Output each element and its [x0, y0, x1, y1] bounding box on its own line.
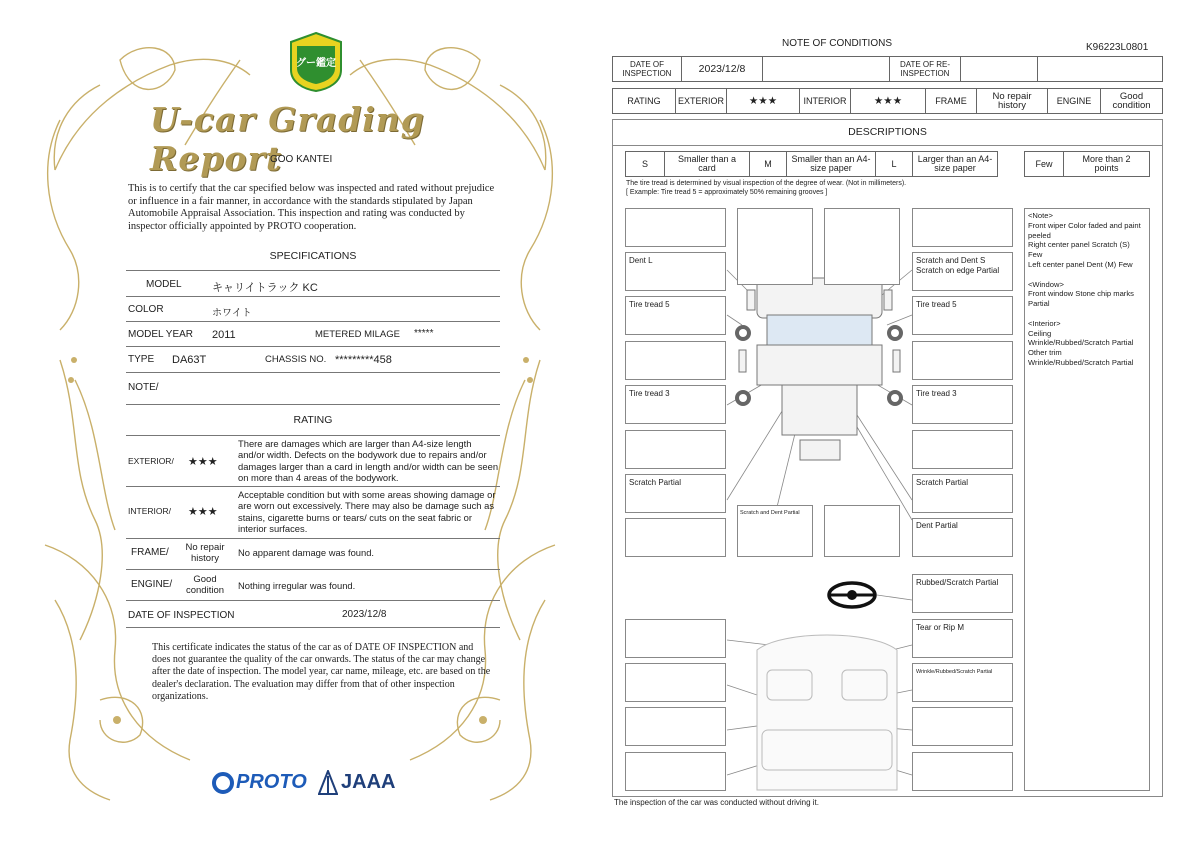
interior-label: INTERIOR/: [128, 506, 171, 516]
certificate-subtitle: GOO KANTEI: [270, 154, 333, 165]
metered-milage-label: METERED MILAGE: [315, 329, 400, 340]
tire-example: [ Example: Tire tread 5 = approximately 50% remaining grooves ]: [626, 189, 828, 196]
steering-wheel-icon: [829, 583, 875, 607]
type-value: DA63T: [172, 354, 207, 366]
condition-box: [912, 707, 1013, 746]
date-of-inspection-label: DATE OF INSPECTION: [128, 610, 235, 621]
type-label: TYPE: [128, 354, 155, 365]
blank-cell: [1037, 56, 1163, 82]
engine-value: Good condition: [185, 574, 225, 597]
engine-value: Good condition: [1100, 88, 1163, 114]
specifications-heading: SPECIFICATIONS: [269, 250, 357, 262]
note-label: NOTE/: [128, 382, 159, 393]
condition-box: [625, 208, 726, 247]
divider: [126, 296, 500, 297]
condition-box: [912, 341, 1013, 380]
rating-heading: RATING: [293, 414, 333, 426]
model-value: キャリイトラック KC: [212, 282, 318, 294]
legend-s: S: [625, 151, 665, 177]
condition-box: [625, 663, 726, 702]
label-tire-tread-3-left: Tire tread 3: [629, 389, 670, 398]
date-inspection-value: 2023/12/8: [681, 56, 763, 82]
notes-panel: [1024, 208, 1150, 791]
label-tire-tread-3-right: Tire tread 3: [916, 389, 957, 398]
label-tire-tread-5-left: Tire tread 5: [629, 300, 670, 309]
notes-line: Wrinkle/Rubbed/Scratch Partial: [1028, 338, 1134, 348]
notes-line: [1028, 270, 1146, 280]
exterior-stars: ★★★: [188, 456, 218, 468]
notes-line: Left center panel Dent (M) Few: [1028, 259, 1133, 269]
divider: [126, 627, 500, 628]
chassis-value: *********458: [335, 354, 392, 366]
chassis-label: CHASSIS NO.: [265, 354, 327, 365]
model-year-value: 2011: [212, 329, 236, 341]
notes-line: <Window>: [1028, 279, 1064, 289]
badge-text: グー鑑定: [296, 58, 336, 69]
descriptions-heading: DESCRIPTIONS: [612, 119, 1163, 146]
interior-stars: ★★★: [850, 88, 926, 114]
exterior-stars: ★★★: [726, 88, 800, 114]
notes-line: <Interior>: [1028, 318, 1061, 328]
notes-line: Front wiper Color faded and paint peeled: [1028, 220, 1141, 240]
divider: [126, 600, 500, 601]
legend-few-desc: More than 2 points: [1063, 151, 1150, 177]
engine-label: ENGINE: [1047, 88, 1101, 114]
report-code: K96223L0801: [1086, 42, 1149, 53]
label-tear-rip-m: Tear or Rip M: [916, 623, 965, 632]
certificate-title: U-car Grading Report: [150, 100, 425, 178]
condition-box: [737, 208, 813, 285]
note-of-conditions-title: NOTE OF CONDITIONS: [782, 38, 892, 49]
exterior-label: EXTERIOR/: [128, 456, 174, 466]
conditions-footer: The inspection of the car was conducted without driving it.: [614, 798, 819, 807]
tire-note: The tire tread is determined by visual inspection of the degree of wear. (Not in millimeters).: [626, 180, 907, 187]
condition-box: [824, 505, 900, 557]
jaaa-logo-icon: [318, 770, 338, 796]
color-label: COLOR: [128, 304, 164, 315]
frame-value: No repair history: [976, 88, 1048, 114]
condition-box: [912, 208, 1013, 247]
notes-line: Other trim: [1028, 348, 1062, 358]
metered-milage-value: *****: [414, 328, 434, 339]
legend-m: M: [749, 151, 787, 177]
engine-label: ENGINE/: [131, 579, 173, 590]
label-scratch-dent-partial: Scratch and Dent Partial: [740, 510, 800, 516]
certification-statement: This is to certify that the car specified below was inspected and rated without prejudice or influence in a fair manner, in accordance with the standards stipulated by Japan Automobile Appraisal Association. This inspection and rating was conducted by inspector officially appointed by PROTO cooperation.: [128, 183, 495, 232]
interior-description: Acceptable condition but with some areas showing damage or are worn out excessively. There may also be damage such as stains, cigarette burns or tears/ cuts on the seat fabric or interior surfaces.: [238, 489, 496, 535]
date-inspection-label: DATE OF INSPECTION: [612, 56, 682, 82]
frame-description: No apparent damage was found.: [238, 547, 375, 558]
label-tire-tread-5-right: Tire tread 5: [916, 300, 957, 309]
condition-box: [625, 341, 726, 380]
divider: [126, 435, 500, 436]
divider: [126, 321, 500, 322]
reinspection-label: DATE OF RE-INSPECTION: [889, 56, 961, 82]
condition-box: [912, 430, 1013, 469]
condition-box: [625, 518, 726, 557]
interior-stars: ★★★: [188, 506, 218, 518]
legend-s-desc: Smaller than a card: [664, 151, 750, 177]
label-scratch-dent-s: Scratch and Dent S Scratch on edge Partial: [916, 256, 1000, 275]
legend-l-desc: Larger than an A4-size paper: [912, 151, 998, 177]
notes-line: Ceiling: [1028, 328, 1052, 338]
divider: [126, 404, 500, 405]
rating-label: RATING: [612, 88, 676, 114]
engine-description: Nothing irregular was found.: [238, 580, 356, 591]
condition-box: [625, 752, 726, 791]
condition-box: [625, 707, 726, 746]
label-scratch-partial-left: Scratch Partial: [629, 478, 682, 487]
reinspection-value: [960, 56, 1038, 82]
jaaa-logo: JAAA: [341, 771, 396, 793]
condition-box: [912, 752, 1013, 791]
model-label: MODEL: [146, 279, 182, 290]
notes-line: [1028, 309, 1146, 319]
notes-line: Wrinkle/Rubbed/Scratch Partial: [1028, 357, 1134, 367]
label-rubbed-scratch-partial: Rubbed/Scratch Partial: [916, 578, 999, 587]
certificate-footer: This certificate indicates the status of the car as of DATE OF INSPECTION and does not guarantee the quality of the car onwards. The status of the car may change after the date of inspection. The model year, car name, mileage, etc. are based on the dealer's declaration. The evaluation may differ from that of other inspection organizations.: [152, 642, 491, 702]
model-year-label: MODEL YEAR: [128, 329, 194, 340]
label-dent-partial: Dent Partial: [916, 521, 958, 530]
legend-few: Few: [1024, 151, 1064, 177]
divider: [126, 372, 500, 373]
divider: [126, 538, 500, 539]
proto-logo: PROTO: [236, 771, 307, 793]
condition-box: [625, 619, 726, 658]
label-scratch-partial-right: Scratch Partial: [916, 478, 969, 487]
notes-line: Right center panel Scratch (S) Few: [1028, 240, 1130, 260]
label-dent-l: Dent L: [629, 256, 653, 265]
label-wrinkle-rubbed: Wrinkle/Rubbed/Scratch Partial: [916, 669, 993, 675]
divider: [126, 270, 500, 271]
frame-value: No repair history: [185, 542, 225, 565]
exterior-description: There are damages which are larger than A4-size length and/or width. Defects on the bodywork due to repairs and/or damages larger than a card in length and/or width can be seen on more than 4 areas of the bodywork.: [238, 438, 499, 484]
condition-box: [625, 430, 726, 469]
color-value: ホワイト: [212, 308, 252, 319]
frame-label: FRAME/: [131, 547, 169, 558]
proto-logo-icon: [212, 772, 234, 794]
date-of-inspection-value: 2023/12/8: [342, 609, 387, 620]
legend-l: L: [875, 151, 913, 177]
interior-label: INTERIOR: [799, 88, 851, 114]
blank-cell: [762, 56, 890, 82]
exterior-label: EXTERIOR: [675, 88, 727, 114]
divider: [126, 569, 500, 570]
notes-line: Front window Stone chip marks Partial: [1028, 289, 1134, 309]
divider: [126, 346, 500, 347]
notes-line: <Note>: [1028, 211, 1053, 220]
divider: [126, 486, 500, 487]
legend-m-desc: Smaller than an A4-size paper: [786, 151, 876, 177]
condition-box: [824, 208, 900, 285]
frame-label: FRAME: [925, 88, 977, 114]
